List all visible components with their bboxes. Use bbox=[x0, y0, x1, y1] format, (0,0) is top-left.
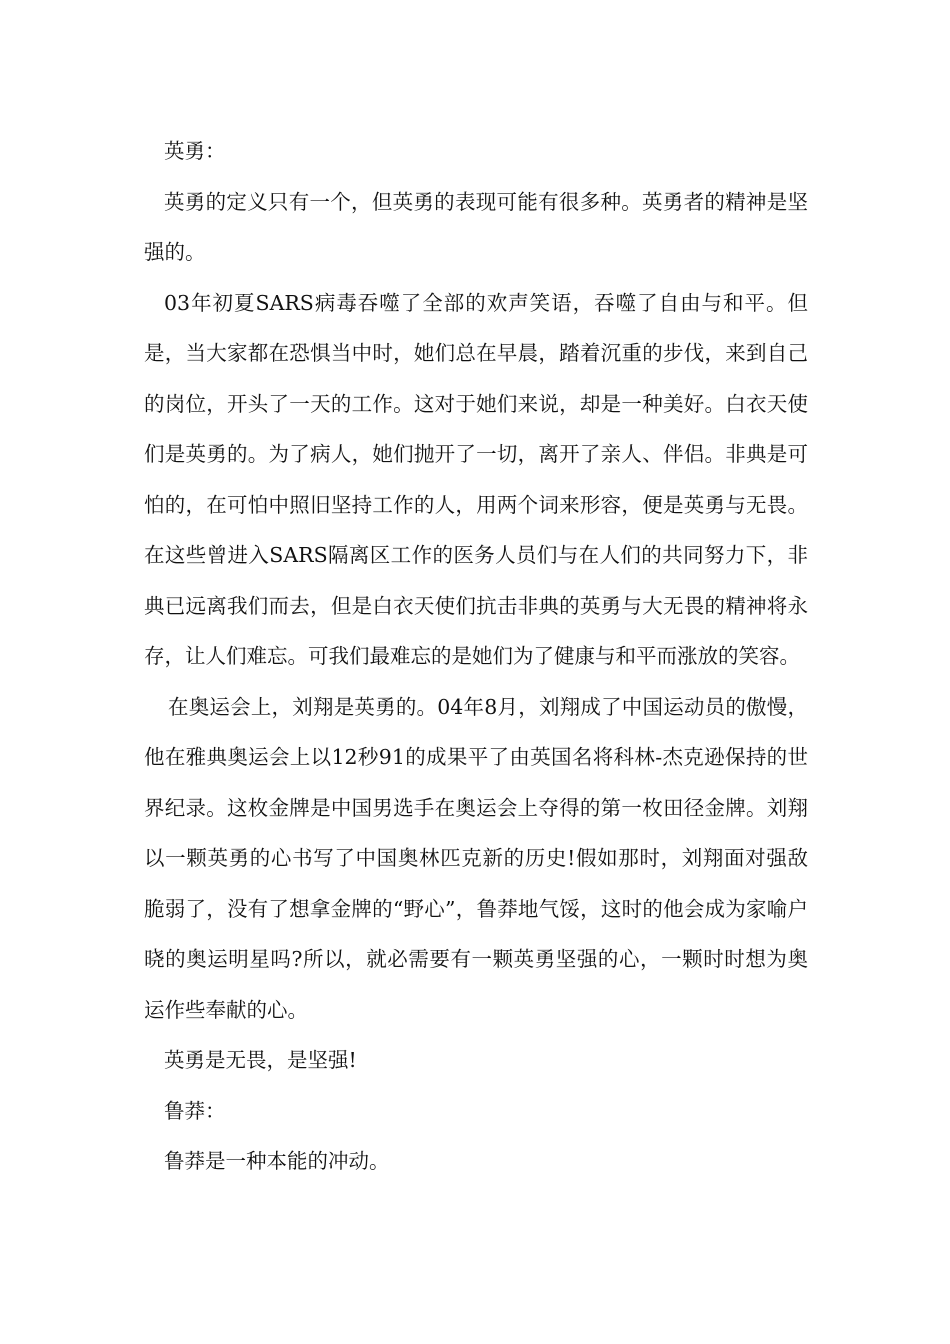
paragraph-sars: 03年初夏SARS病毒吞噬了全部的欢声笑语，吞噬了自由与和平。但是，当大家都在恐惧当中时，她们总在早晨，踏着沉重的步伐，来到自己的岗位，开头了一天的工作。这对于她们来说，却是一种美好。白衣天使们是英勇的。为了病人，她们抛开了一切，离开了亲人、伴侣。非典是可怕的，在可怕中照旧坚持工作的人，用两个词来形容，便是英勇与无畏。在这些曾进入SARS隔离区工作的医务人员们与在人们的共同努力下，非典已远离我们而去，但是白衣天使们抗击非典的英勇与大无畏的精神将永存，让人们难忘。可我们最难忘的是她们为了健康与和平而涨放的笑容。 bbox=[144, 290, 808, 668]
section-heading-recklessness: 鲁莽： bbox=[164, 1098, 226, 1123]
paragraph-courage-definition: 英勇的定义只有一个，但英勇的表现可能有很多种。英勇者的精神是坚强的。 bbox=[144, 189, 808, 264]
paragraph-liu-xiang: 在奥运会上，刘翔是英勇的。04年8月，刘翔成了中国运动员的傲慢，他在雅典奥运会上以12秒91的成果平了由英国名将科林-杰克逊保持的世界纪录。这枚金牌是中国男选手在奥运会上夺得的第一枚田径金牌。刘翔以一颗英勇的心书写了中国奥林匹克新的历史!假如那时，刘翔面对强敌脆弱了，没有了想拿金牌的“野心”，鲁莽地气馁，这时的他会成为家喻户晓的奥运明星吗?所以，就必需要有一颗英勇坚强的心，一颗时时想为奥运作些奉献的心。 bbox=[144, 694, 808, 1022]
section-heading-courage: 英勇： bbox=[164, 139, 226, 163]
paragraph-recklessness-definition: 鲁莽是一种本能的冲动。 bbox=[164, 1149, 390, 1173]
paragraph-courage-summary: 英勇是无畏，是坚强! bbox=[164, 1048, 357, 1072]
document-body bbox=[144, 126, 808, 1187]
